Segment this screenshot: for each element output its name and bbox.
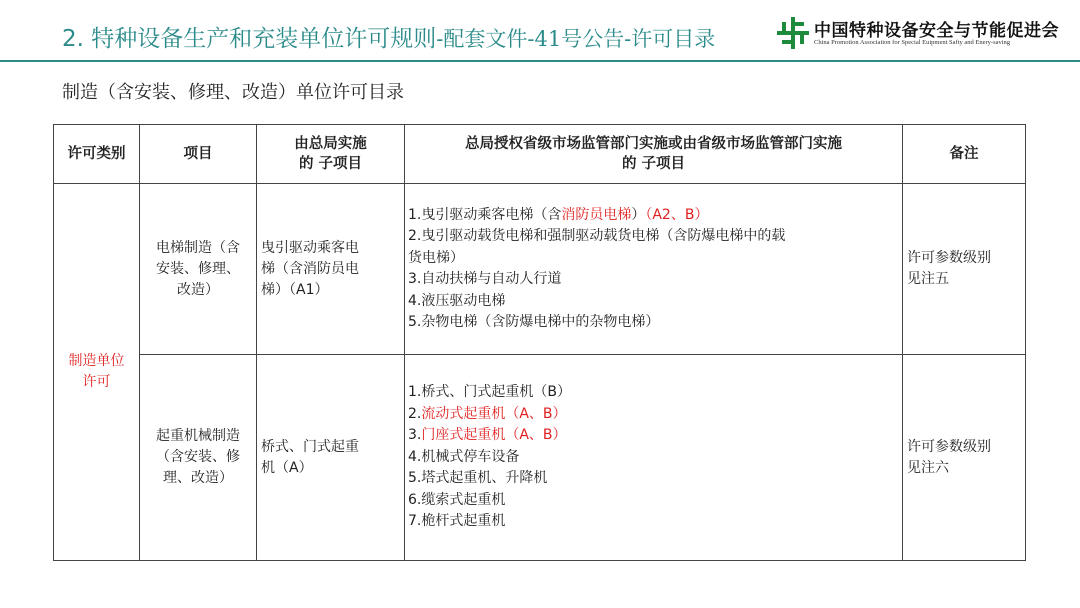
list-item: 5.塔式起重机、升降机: [408, 470, 548, 487]
association-logo: [776, 14, 1066, 54]
title-suffix: -配套文件-41号公告-许可目录: [436, 27, 716, 51]
list-item: 4.液压驱动电梯: [408, 292, 506, 309]
item-cell: 电梯制造（含 安装、修理、 改造）: [140, 184, 257, 355]
item-cell: 起重机械制造 （含安装、修 理、改造）: [140, 355, 257, 561]
list-item: 7.桅杆式起重机: [408, 513, 506, 530]
list-item: 3.自动扶梯与自动人行道: [408, 271, 562, 287]
remark-cell: 许可参数级别 见注五: [903, 184, 1026, 355]
header-item: 项目: [140, 125, 257, 184]
slide-title: [62, 20, 715, 53]
list-item: 1.桥式、门式起重机（B）: [408, 384, 571, 401]
section-subtitle: 制造（含安装、修理、改造）单位许可目录: [62, 82, 404, 103]
table-header-row: [54, 125, 1026, 184]
license-table: [53, 124, 1026, 561]
logo-chinese-name: 中国特种设备安全与节能促进会: [814, 21, 1059, 41]
list-item: 5.杂物电梯（含防爆电梯中的杂物电梯）: [408, 314, 660, 330]
table-row: [54, 184, 1026, 355]
remark-cell: 许可参数级别 见注六: [903, 355, 1026, 561]
logo-emblem-icon: [776, 16, 810, 50]
list-item: 1.曳引驱动乘客电梯（含消防员电梯）（A2、B）: [408, 206, 709, 223]
table-row: [54, 355, 1026, 561]
header-category: 许可类别: [54, 125, 140, 184]
category-cell: 制造单位 许可: [54, 184, 140, 561]
list-item: 6.缆索式起重机: [408, 491, 506, 508]
central-cell: 曳引驱动乘客电 梯（含消防员电 梯）（A1）: [257, 184, 405, 355]
list-item: 2.流动式起重机（A、B）: [408, 405, 567, 422]
header-divider: [0, 60, 1080, 62]
list-item: 4.机械式停车设备: [408, 448, 520, 465]
list-item: 3.门座式起重机（A、B）: [408, 427, 567, 444]
title-main: 2. 特种设备生产和充装单位许可规则: [62, 26, 437, 52]
central-cell: 桥式、门式起重 机（A）: [257, 355, 405, 561]
header-central: 由总局实施 的 子项目: [257, 125, 405, 184]
header-provincial: 总局授权省级市场监管部门实施或由省级市场监管部门实施 的 子项目: [405, 125, 903, 184]
logo-english-name: China Promotion Association for Special Euipment Safty and Enery-saving: [814, 39, 1011, 46]
slide-header: [0, 0, 1080, 62]
list-item: 2.曳引驱动载货电梯和强制驱动载货电梯（含防爆电梯中的载 货电梯）: [408, 228, 786, 266]
header-remark: 备注: [903, 125, 1026, 184]
provincial-cell: [405, 355, 903, 561]
provincial-cell: [405, 184, 903, 355]
